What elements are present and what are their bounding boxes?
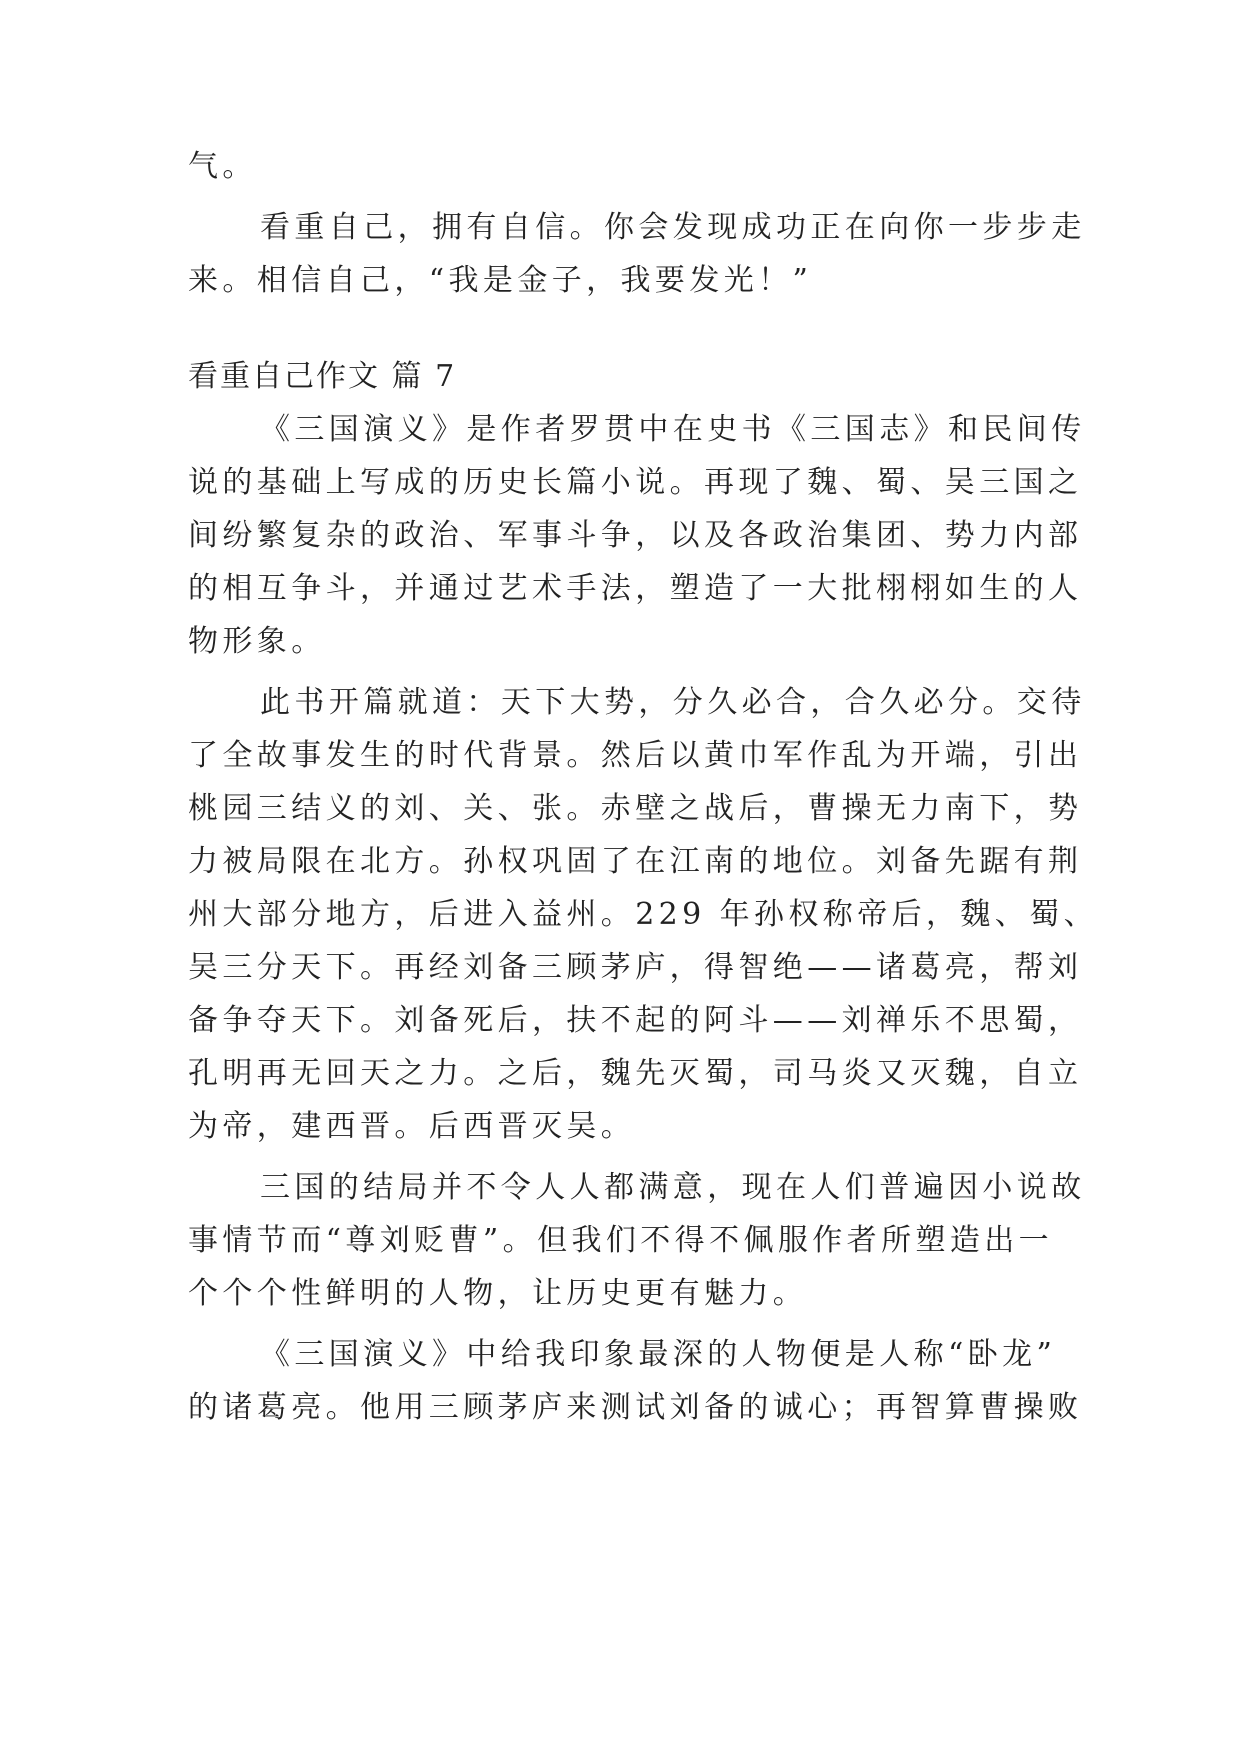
text-line: 物形象。 <box>188 624 326 659</box>
text-line: 个个个性鲜明的人物，让历史更有魅力。 <box>188 1276 808 1311</box>
text-line: 三国的结局并不令人人都满意，现在人们普遍因小说故 <box>260 1170 1086 1205</box>
text-line: 《三国演义》是作者罗贯中在史书《三国志》和民间传 <box>260 412 1086 447</box>
text-line: 吴三分天下。再经刘备三顾茅庐，得智绝——诸葛亮，帮刘 <box>188 950 1083 985</box>
text-line: 气。 <box>188 149 257 184</box>
text-line: 看重自己，拥有自信。你会发现成功正在向你一步步走 <box>260 210 1086 245</box>
text-line: 此书开篇就道：天下大势，分久必合，合久必分。交待 <box>260 685 1086 720</box>
text-line: 备争夺天下。刘备死后，扶不起的阿斗——刘禅乐不思蜀， <box>188 1003 1083 1038</box>
text-line: 事情节而“尊刘贬曹”。但我们不得不佩服作者所塑造出一 <box>188 1223 1054 1258</box>
paragraph <box>188 403 1086 668</box>
section-7 <box>188 350 1098 1434</box>
text-line: 力被局限在北方。孙权巩固了在江南的地位。刘备先踞有荆 <box>188 844 1083 879</box>
text-line: 间纷繁复杂的政治、军事斗争，以及各政治集团、势力内部 <box>188 518 1083 553</box>
text-line: 说的基础上写成的历史长篇小说。再现了魏、蜀、吴三国之 <box>188 465 1083 500</box>
text-line: 孔明再无回天之力。之后，魏先灭蜀，司马炎又灭魏，自立 <box>188 1056 1083 1091</box>
text-line: 了全故事发生的时代背景。然后以黄巾军作乱为开端，引出 <box>188 738 1083 773</box>
text-line: 来。相信自己，“我是金子，我要发光！” <box>188 263 813 298</box>
paragraph <box>188 1328 1083 1434</box>
text-line: 州大部分地方，后进入益州。229 年孙权称帝后，魏、蜀、 <box>188 897 1098 932</box>
paragraph <box>188 676 1098 1153</box>
text-line: 的诸葛亮。他用三顾茅庐来测试刘备的诚心；再智算曹操败 <box>188 1390 1083 1425</box>
text-line: 桃园三结义的刘、关、张。赤壁之战后，曹操无力南下，势 <box>188 791 1083 826</box>
text-line: 《三国演义》中给我印象最深的人物便是人称“卧龙” <box>260 1337 1057 1372</box>
text-line: 为帝，建西晋。后西晋灭吴。 <box>188 1109 636 1144</box>
prev-section-text <box>188 140 1086 307</box>
paragraph <box>188 1161 1086 1320</box>
text-line: 的相互争斗，并通过艺术手法，塑造了一大批栩栩如生的人 <box>188 571 1083 606</box>
section-title: 看重自己作文 篇 7 <box>188 359 457 394</box>
